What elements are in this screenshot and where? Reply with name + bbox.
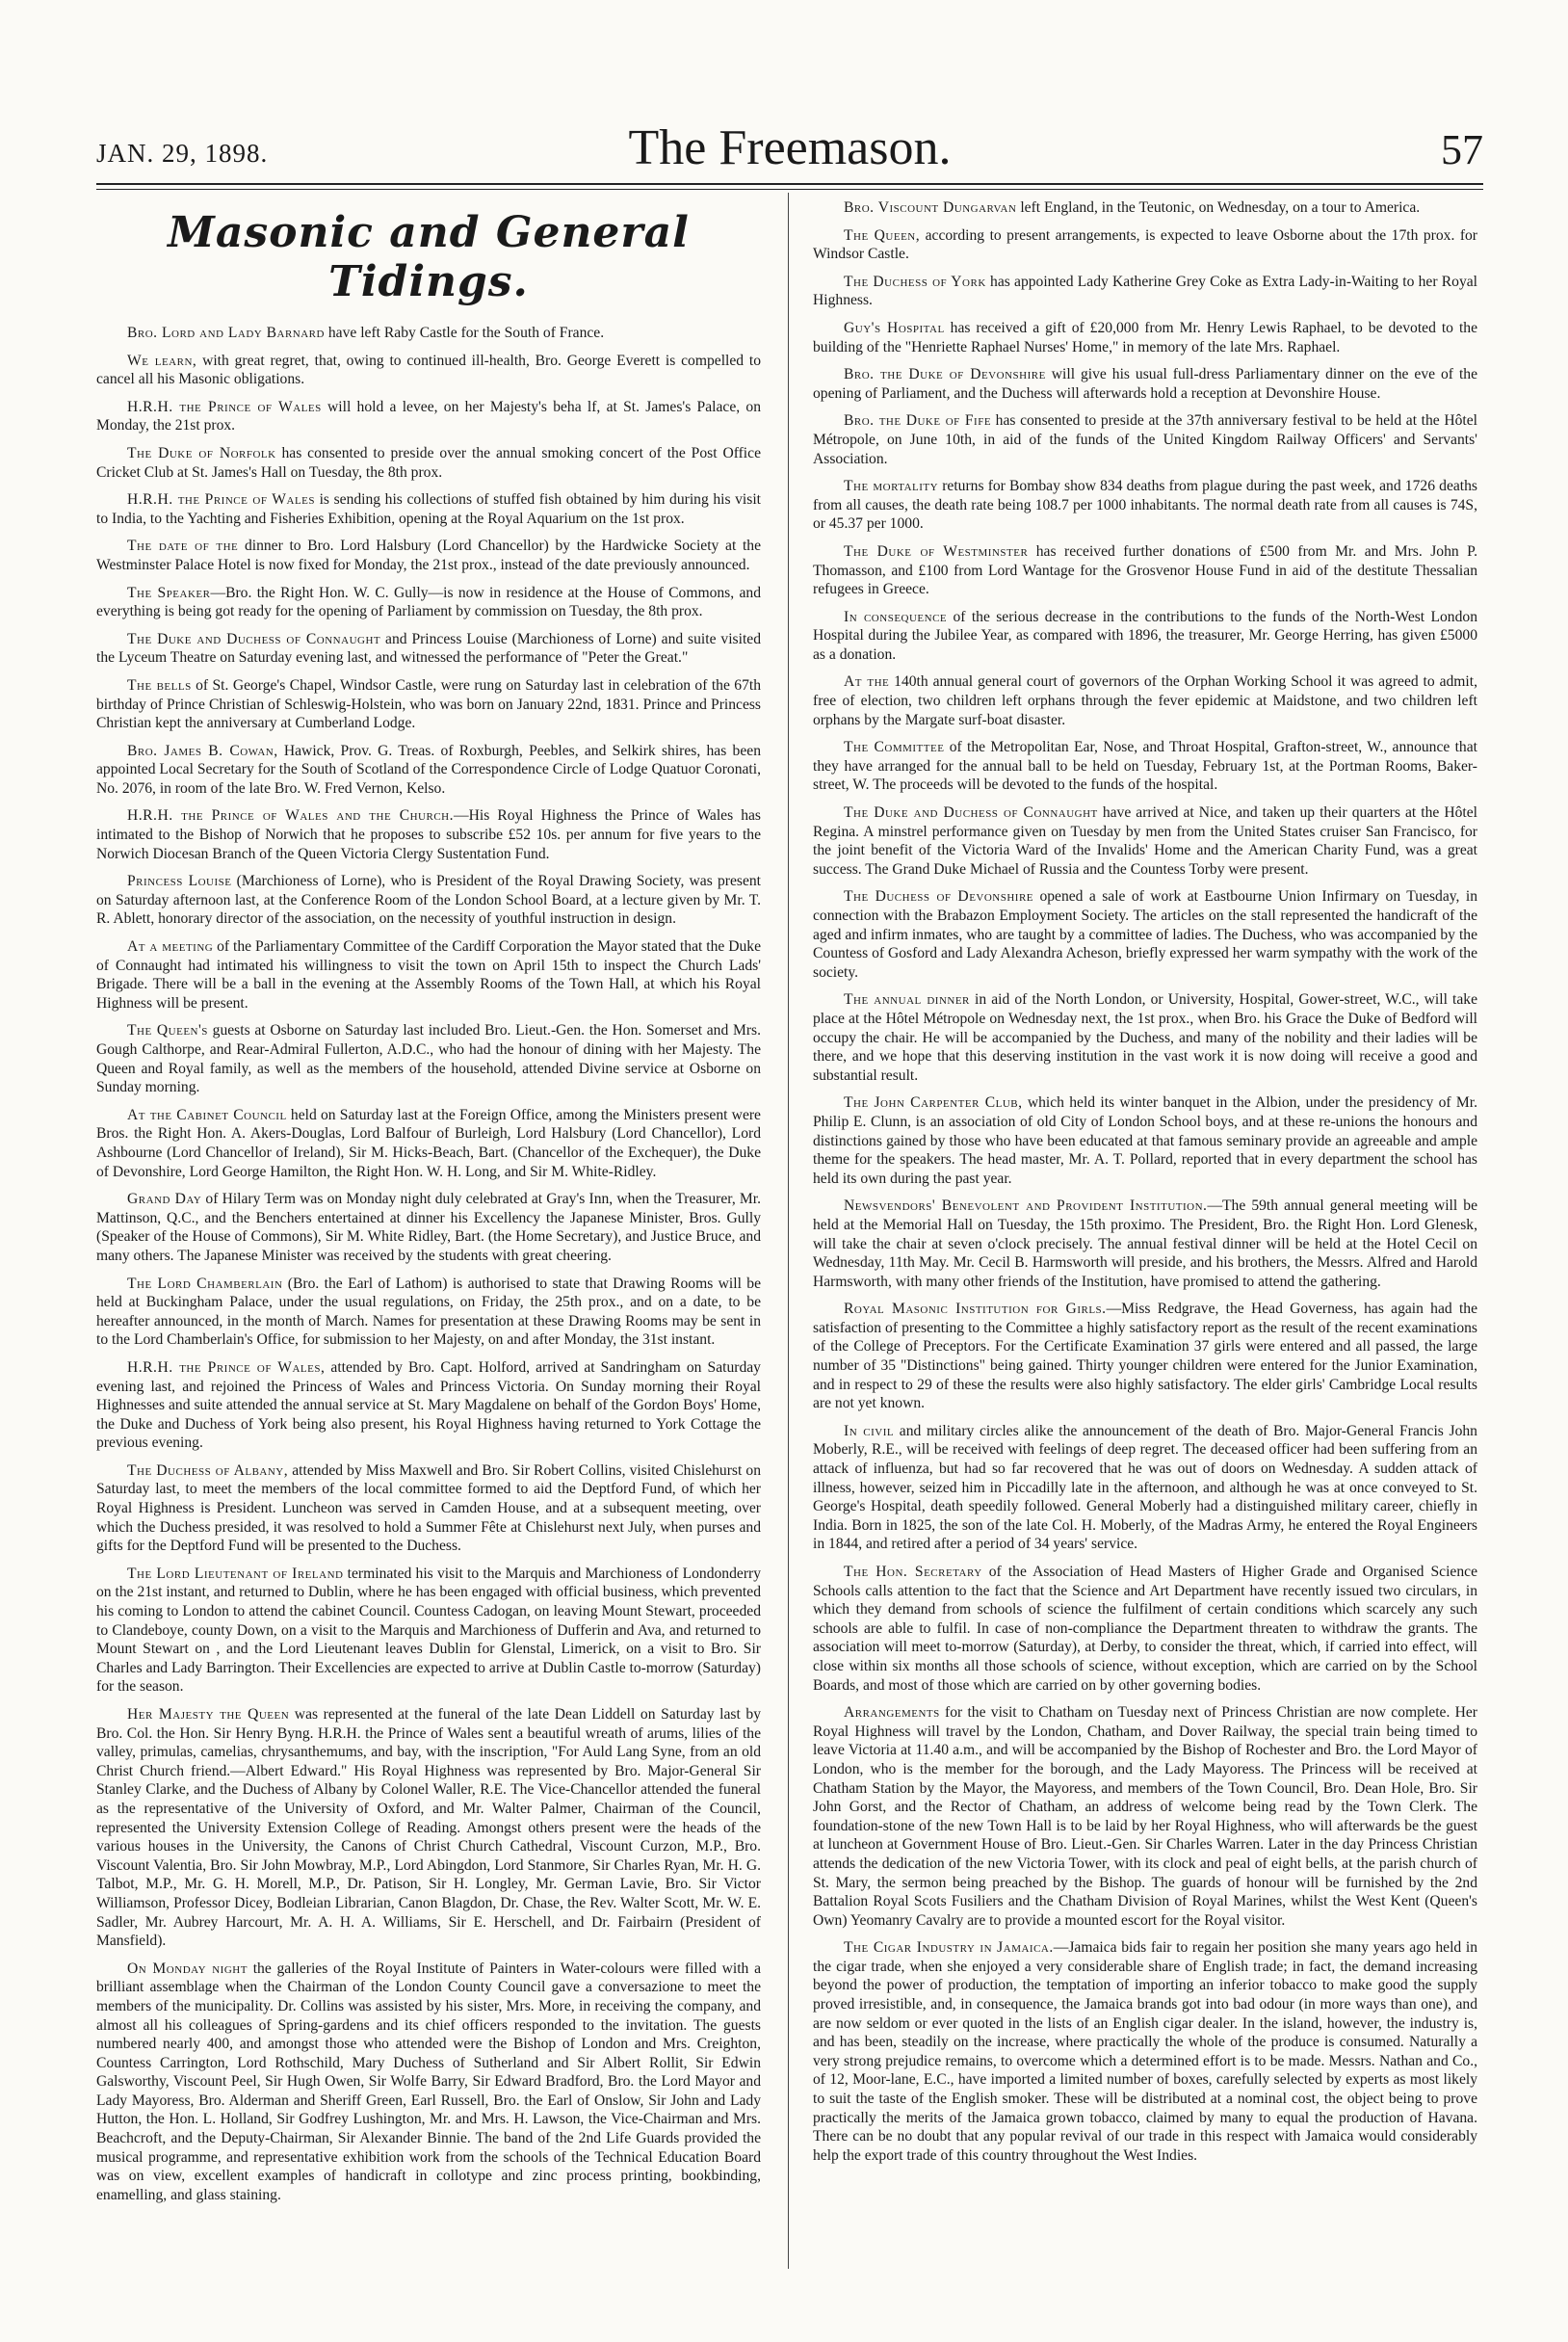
paragraph-text: —His Royal Highness the Prince of Wales has intimated to the Bishop of Norwich that he proposes to subscribe £52 10s. per annum for five years to the Norwich Diocesan Branch of the Queen Victoria Clergy Sustentation Fund. (96, 807, 761, 862)
paragraph-lead: The Duchess of York (844, 273, 986, 290)
paragraph-text: with great regret, that, owing to continued ill-health, Bro. George Everett is compelled to cancel all his Masonic obligations. (96, 352, 761, 388)
news-paragraph (813, 1093, 1477, 1188)
paragraph-lead: Arrangements (844, 1704, 940, 1722)
paragraph-lead: Bro. the Duke of Fife (844, 412, 992, 430)
column-divider (788, 193, 789, 2269)
news-paragraph (813, 608, 1477, 665)
paragraph-lead: The Duke and Duchess of Connaught (127, 630, 381, 647)
paragraph-text: attended by Bro. Capt. Holford, arrived at Sandringham on Saturday evening last, and rejoined the Princess of Wales and Princess Victoria. On Sunday morning their Royal Highnesses and suite attended the annual service at St. Mary Magdalene on behalf of the Gordon Boys' Home, the Duke and Duchess of York being also present, his Royal Highness having returned to York Cottage the previous evening. (96, 1358, 761, 1452)
news-paragraph (96, 1960, 761, 2205)
paragraph-text: (Bro. the Earl of Lathom) is authorised to state that Drawing Rooms will be held at Buckingham Palace, under the usual regulations, on Friday, the 25th prox., and on a date, to be hereafter announced, in the month of March. Names for presentation at these Drawing Rooms may be sent in to the Lord Chamberlain's Office, for submission to her Majesty, on and after Monday, the 31st instant. (96, 1275, 761, 1349)
news-paragraph (96, 352, 761, 389)
news-paragraph (813, 990, 1477, 1085)
newspaper-page (96, 0, 1483, 2342)
paragraph-lead: Guy's Hospital (844, 319, 945, 336)
left-column (96, 198, 761, 2279)
news-paragraph (96, 584, 761, 621)
paragraph-text: will hold a levee, on her Majesty's beha lf, at St. James's Palace, on Monday, the 21st prox. (96, 398, 761, 434)
paragraph-lead: At the Cabinet Council (127, 1106, 287, 1123)
paragraph-lead: The Hon. Secretary (844, 1564, 982, 1580)
paragraph-lead: Newsvendors' Benevolent and Provident Institution. (844, 1197, 1208, 1215)
paragraph-text: (Marchioness of Lorne), who is President of the Royal Drawing Society, was present on Saturday afternoon last, at the Conference Room of the London School Board, at a lecture given by Mr. T. R. Ablett, honorary director of the association, on the necessity of youthful instruction in design. (96, 873, 761, 928)
news-paragraph (96, 537, 761, 574)
news-paragraph (96, 1275, 761, 1350)
section-heading: Masonic and General Tidings. (168, 208, 690, 306)
paragraph-lead: The John Carpenter Club, (844, 1094, 1023, 1112)
paragraph-lead: The Queen, (844, 226, 921, 244)
news-paragraph (96, 490, 761, 528)
paragraph-lead: The annual dinner (844, 991, 970, 1009)
paragraph-text: —Bro. the Right Hon. W. C. Gully—is now in residence at the House of Commons, and everything is being got ready for the opening of Parliament by commission on Tuesday, the 8th prox. (96, 584, 761, 620)
paragraph-lead: Bro. the Duke of Devonshire (844, 366, 1046, 383)
paragraph-lead: The Duke of Norfolk (127, 444, 276, 461)
paragraph-text: the galleries of the Royal Institute of Painters in Water-colours were filled with a brilliant assemblage when the Chairman of the London County Council gave a conversazione to meet the members of the municipality. Dr. Collins was assisted by his sister, Mrs. More, in receiving the company, and almost all his colleagues of Spring-gardens and its chief officers responded to the invitation. The guests numbered nearly 400, and amongst those who attended were the Bishop of London and Mrs. Creighton, Countess Carrington, Lord Rothschild, Mary Duchess of Sutherland and Sir Albert Rollit, Sir Edwin Galsworthy, Viscount Peel, Sir Hugh Owen, Sir Wolfe Barry, Sir Edward Bradford, Bro. the Lord Mayor and Lady Mayoress, Bro. Alderman and Sheriff Green, Earl Russell, Bro. the Earl of Onslow, Sir John and Lady Hutton, the Hon. L. Holland, Sir Godfrey Lushington, Mr. and Mrs. H. Lawson, the Vice-Chairman and Mrs. Beachcroft, and the Deputy-Chairman, Sir Alexander Binnie. The band of the 2nd Life Guards provided the musical programme, and representative exhibition work from the schools of the Technical Education Board was on view, excellent examples of handicraft in collotype and zinc process printing, bookbinding, enamelling, and glass staining. (96, 1960, 761, 2203)
paragraph-text: have arrived at Nice, and taken up their quarters at the Hôtel Regina. A minstrel performance given on Tuesday by men from the United States cruiser San Francisco, for the joint benefit of the Victoria Ward of the Invalids' Home and the American Charity Fund, was a great success. The Grand Duke Michael of Russia and the Countess Torby were present. (813, 804, 1477, 878)
news-paragraph (813, 738, 1477, 795)
issue-date: JAN. 29, 1898. (96, 139, 269, 168)
news-paragraph (96, 444, 761, 482)
masthead-rule (96, 183, 1483, 190)
paragraph-lead: Princess Louise (127, 873, 232, 890)
paragraph-text: and Princess Louise (Marchioness of Lorne) and suite visited the Lyceum Theatre on Saturday evening last, and witnessed the performance of "Peter the Great." (96, 630, 761, 667)
paragraph-text: is sending his collections of stuffed fish obtained by him during his visit to India, to the Yachting and Fisheries Exhibition, opening at the Royal Aquarium on the 1st prox. (96, 491, 761, 527)
paragraph-text: of the Parliamentary Committee of the Cardiff Corporation the Mayor stated that the Duke of Connaught had intimated his willingness to visit the town on April 15th to inspect the Church Lads' Brigade. There will be a ball in the evening at the Assembly Rooms of the Town Hall, at which his Royal Highness will be present. (96, 938, 761, 1012)
news-paragraph (813, 542, 1477, 599)
paragraph-text: guests at Osborne on Saturday last included Bro. Lieut.-Gen. the Hon. Somerset and Mrs. Gough Calthorpe, and Rear-Admiral Fullerton, A.D.C., who had the honour of dining with her Majesty. The Queen and Royal family, as well as the members of the household, attended Divine service at Osborne on Sunday morning. (96, 1022, 761, 1096)
news-paragraph (96, 742, 761, 799)
page-number: 57 (1441, 126, 1483, 173)
paragraph-text: Hawick, Prov. G. Treas. of Roxburgh, Peebles, and Selkirk shires, has been appointed Local Secretary for the South of Scotland of the Correspondence Circle of Lodge Quatuor Coronati, No. 2076, in room of the late Bro. W. Fred Vernon, Kelso. (96, 742, 761, 797)
paragraph-text: —Miss Redgrave, the Head Governess, has again had the satisfaction of presenting to the Committee a highly satisfactory report as the result of the recent examinations of the College of Preceptors. For the Certificate Examination 37 girls were entered and all passed, the large number of 35 "Distinctions" being gained. Thirty younger children were entered for the Junior Examination, and in respect to 29 of these the results were also highly satisfactory. The elder girls' Cambridge Local results are not yet known. (813, 1301, 1477, 1412)
paragraph-lead: The Cigar Industry in Jamaica. (844, 1939, 1054, 1957)
paragraph-lead: On Monday night (127, 1960, 248, 1977)
paragraph-text: according to present arrangements, is expected to leave Osborne about the 17th prox. for Windsor Castle. (813, 226, 1477, 263)
news-paragraph (96, 872, 761, 929)
paragraph-lead: Bro. Viscount Dungarvan (844, 199, 1017, 216)
news-paragraph (813, 887, 1477, 982)
paragraph-text: has consented to preside over the annual smoking concert of the Post Office Cricket Club at St. James's Hall on Tuesday, the 8th prox. (96, 444, 761, 481)
paragraph-lead: The Lord Chamberlain (127, 1275, 283, 1292)
paragraph-lead: We learn, (127, 352, 197, 369)
paragraph-text: left England, in the Teutonic, on Wednesday, on a tour to America. (1016, 199, 1421, 216)
publication-title: The Freemason. (628, 120, 952, 175)
paragraph-text: has received a gift of £20,000 from Mr. Henry Lewis Raphael, to be devoted to the building of the "Henriette Raphael Nurses' Home," in memory of the late Mrs. Raphael. (813, 319, 1477, 355)
news-paragraph (96, 676, 761, 733)
paragraph-text: of the Association of Head Masters of Higher Grade and Organised Science Schools calls attention to the fact that the Science and Art Department have recently issued two circulars, in which they demand from schools of science the fulfilment of certain conditions which scarcely any such schools are able to fulfil. In case of non-compliance the Department threaten to withdraw the grants. The association will meet to-morrow (Saturday), at Derby, to consider the threat, which, if carried into effect, will close within six months all those schools of science, without exception, which are carried on by the School Boards, and most of those which are carried on by other governing bodies. (813, 1564, 1477, 1694)
paragraph-text: of St. George's Chapel, Windsor Castle, were rung on Saturday last in celebration of the 67th birthday of Prince Christian of Schleswig-Holstein, who was born on January 22nd, 1831. Prince and Princess Christian kept the anniversary at Cumberland Lodge. (96, 676, 761, 732)
paragraph-text: has appointed Lady Katherine Grey Coke as Extra Lady-in-Waiting to her Royal Highness. (813, 273, 1477, 309)
news-paragraph (96, 806, 761, 863)
paragraph-lead: H.R.H. the Prince of Wales, (127, 1358, 326, 1376)
news-paragraph (96, 630, 761, 668)
paragraph-lead: The Duke and Duchess of Connaught (844, 804, 1098, 822)
news-paragraph (813, 273, 1477, 310)
paragraph-text: opened a sale of work at Eastbourne Union Infirmary on Tuesday, in connection with the Brabazon Employment Society. The articles on the stall represented the handicraft of the aged and infirm inmates, who are taught by a committee of ladies. The Duchess, who was accompanied by the Countess of Gosford and Lady Alexandra Acheson, briefly expressed her warm sympathy with the work of the society. (813, 888, 1477, 981)
paragraph-lead: H.R.H. the Prince of Wales (127, 398, 322, 415)
paragraph-lead: Bro. James B. Cowan, (127, 742, 278, 759)
paragraph-text: returns for Bombay show 834 deaths from plague during the past week, and 1726 deaths from all causes, the death rate being 108.7 per 1000 inhabitants. The normal death rate from all causes is 74S, or 45.37 per 1000. (813, 478, 1477, 533)
paragraph-lead: At the (844, 673, 890, 691)
news-paragraph (813, 198, 1477, 218)
paragraph-lead: The Duke of Westminster (844, 542, 1029, 560)
news-paragraph (813, 1703, 1477, 1930)
paragraph-text: will give his usual full-dress Parliamentary dinner on the eve of the opening of Parliament, and the Duchess will afterwards hold a reception at Devonshire House. (813, 366, 1477, 402)
paragraph-text: have left Raby Castle for the South of France. (324, 325, 605, 341)
paragraph-text: of the serious decrease in the contributions to the funds of the North-West London Hospital during the Jubilee Year, as compared with 1896, the treasurer, Mr. George Herring, has given £5000 as a donation. (813, 608, 1477, 663)
paragraph-lead: The Duchess of Devonshire (844, 888, 1034, 906)
paragraph-lead: In civil (844, 1422, 895, 1439)
news-paragraph (813, 411, 1477, 468)
paragraph-lead: At a meeting (127, 938, 214, 956)
news-paragraph (96, 937, 761, 1013)
paragraph-lead: H.R.H. the Prince of Wales (127, 491, 316, 509)
paragraph-lead: The Speaker (127, 584, 211, 601)
news-paragraph (813, 1563, 1477, 1695)
paragraph-lead: Her Majesty the Queen (127, 1706, 290, 1723)
paragraph-lead: In consequence (844, 608, 948, 625)
news-paragraph (813, 1300, 1477, 1413)
news-paragraph (96, 324, 761, 343)
paragraph-text: attended by Miss Maxwell and Bro. Sir Robert Collins, visited Chislehurst on Saturday last, to meet the members of the local committee formed to aid the Deptford Fund, of which her Royal Highness is President. Luncheon was served in Camden House, and at a subsequent meeting, over which the Duchess presided, it was resolved to hold a Summer Fête at Chislehurst next July, when purses and gifts for the Deptford Fund will be presented to the Duchess. (96, 1461, 761, 1555)
paragraph-text: for the visit to Chatham on Tuesday next of Princess Christian are now complete. Her Royal Highness will travel by the London, Chatham, and Dover Railway, the special train being timed to leave Victoria at 11.40 a.m., and will be accompanied by the Bishop of Rochester and Bro. the Lord Mayor of London, who is the member for the borough, and the Lady Mayoress. The Princess will be received at Chatham Station by the Mayor, the Mayoress, and members of the Town Council, Bro. Dean Hole, Bro. Sir John Gorst, and the Rector of Chatham, an address of welcome being read by the Town Clerk. The foundation-stone of the new Town Hall is to be laid by her Royal Highness, who will afterwards be the guest at luncheon at Government House of Bro. Lieut.-Gen. Sir Charles Warren. Later in the day Princess Christian attends the dedication of the new Victoria Tower, with its clock and peal of eight bells, at the parish church of St. Mary, the sermon being preached by the Bishop. The guards of honour will be furnished by the 2nd Battalion Royal Scots Fusiliers and the Chatham Division of Royal Marines, whilst the West Kent (Queen's Own) Yeomanry Cavalry are to provide a mounted escort for the Royal visitor. (813, 1704, 1477, 1929)
paragraph-text: of the Metropolitan Ear, Nose, and Throat Hospital, Grafton-street, W., announce that they have arranged for the annual ball to be held on Tuesday, February 1st, at the Portman Rooms, Baker-street, W. The proceeds will be devoted to the funds of the hospital. (813, 739, 1477, 794)
paragraph-text: —The 59th annual general meeting will be held at the Memorial Hall on Tuesday, the 15th proximo. The President, Bro. the Right Hon. Lord Glenesk, will take the chair at seven o'clock precisely. The annual festival dinner will be held at the Hotel Cecil on Wednesday, 11th May. Mr. Cecil B. Harmsworth will preside, and his brothers, the Messrs. Alfred and Harold Harmsworth, with many other friends of the Institution, have promised to attend the gathering. (813, 1197, 1477, 1290)
paragraph-lead: The Duchess of Albany, (127, 1461, 289, 1479)
paragraph-text: has received further donations of £500 from Mr. and Mrs. John P. Thomasson, and £100 from Lord Wantage for the Grosvenor House Fund in aid of the destitute Thessalian refugees in Greece. (813, 542, 1477, 598)
paragraph-text: held on Saturday last at the Foreign Office, among the Ministers present were Bros. the Right Hon. A. Akers-Douglas, Lord Balfour of Burleigh, Lord Halsbury (Lord Chancellor), Lord Ashbourne (Lord Chancellor of Ireland), Sir M. Hicks-Beach, Bart. (Chancellor of the Exchequer), the Duke of Devonshire, Lord George Hamilton, the Right Hon. W. H. Long, and Sir M. White-Ridley. (96, 1106, 761, 1180)
right-column (813, 198, 1477, 2279)
news-paragraph (813, 477, 1477, 534)
paragraph-text: was represented at the funeral of the late Dean Liddell on Saturday last by Bro. Col. the Hon. Sir Henry Byng. H.R.H. the Prince of Wales sent a beautiful wreath of arums, lilies of the valley, primulas, camelias, chrysanthemums, and bay, with the inscription, "For Auld Lang Syne, from an old Christ Church friend.—Albert Edward." His Royal Highness was represented by Bro. Major-General Sir Stanley Clarke, and the Duchess of Albany by Colonel Waller, R.E. The Vice-Chancellor attended the funeral as the representative of the University of Oxford, and Mr. Walter Palmer, Chairman of the Council, represented the University Extension College of Reading. Amongst others present were the heads of the various houses in the University, the Canons of Christ Church Cathedral, Viscount Curzon, M.P., Bro. Viscount Valentia, Bro. Sir John Mowbray, M.P., Lord Abingdon, Lord Stanmore, Sir Charles Ryan, Mr. H. G. Talbot, M.P., Mr. G. H. Morell, M.P., Dr. Patison, Sir H. Longley, Mr. German Lavie, Bro. Sir Victor Williamson, Professor Dicey, Bodleian Librarian, Canon Blagdon, Dr. Chase, the Rev. Walter Scott, Mr. W. E. Sadler, Mr. Aubrey Harcourt, Mr. A. H. A. Williams, Sir E. Herschell, and Dr. Fairbairn (President of Mansfield). (96, 1706, 761, 1950)
paragraph-text: 140th annual general court of governors of the Orphan Working School it was agreed to admit, free of election, two children left orphans through the fever epidemic at Maidstone, and two children left orphans by the Margate surf-boat disaster. (813, 673, 1477, 728)
paragraph-lead: The mortality (844, 478, 939, 495)
paragraph-text: which held its winter banquet in the Albion, under the presidency of Mr. Philip E. Clunn, is an association of old City of London School boys, and at these re-unions the honours and distinctions gained by those who have been educated at that famous seminary provide an agreeable and ample theme for the speakers. The head master, Mr. A. T. Pollard, reported that in every department the school has held its own during the past year. (813, 1094, 1477, 1187)
paragraph-lead: The Committee (844, 739, 945, 756)
paragraph-lead: Grand Day (127, 1191, 202, 1208)
paragraph-text: terminated his visit to the Marquis and Marchioness of Londonderry on the 21st instant, and returned to Dublin, where he has been engaged with official business, which prevented his coming to London to attend the cabinet Council. Countess Cadogan, on leaving Mount Stewart, proceeded to Clandeboye, county Down, on a visit to the Marquis and Marchioness of Dufferin and Ava, and returned to Mount Stewart on , and the Lord Lieutenant leaves Dublin for Glenstal, Limerick, on a visit to Bro. Sir Charles and Lady Barrington. Their Excellencies are expected to arrive at Dublin Castle to-morrow (Saturday) for the season. (96, 1565, 761, 1696)
news-paragraph (96, 1021, 761, 1096)
news-paragraph (96, 1565, 761, 1697)
paragraph-text: —Jamaica bids fair to regain her position she many years ago held in the cigar trade, when she enjoyed a very considerable share of English trade; in fact, the demand increasing beyond the power of production, the temptation of importing an inferior tobacco to make good the supply proved irresistible, and, in consequence, the Jamaica brands got into bad odour (in more ways than one), and are now seldom or ever quoted in the lists of an English cigar dealer. In the island, however, the industry is, and has been, steadily on the increase, where practically the whole of the produce is consumed. Naturally a very strong prejudice remains, to overcome which a determined effort is to be made. Messrs. Nathan and Co., of 12, Moor-lane, E.C., have imported a limited number of boxes, carefully selected by experts as most likely to suit the taste of the English smoker. These will be distributed at a nominal cost, the object being to prove practically the merits of the Jamaica grown tobacco, claimed by many to equal the production of Havana. There can be no doubt that any popular revival of our trade in this respect with Jamaica would considerably help the export trade of this country throughout the West Indies. (813, 1939, 1477, 2164)
news-paragraph (96, 1705, 761, 1951)
news-paragraph (96, 1358, 761, 1453)
news-paragraph (96, 1106, 761, 1181)
news-paragraph (813, 365, 1477, 403)
news-paragraph (813, 1938, 1477, 2165)
paragraph-text: in aid of the North London, or University, Hospital, Gower-street, W.C., will take place at the Hôtel Métropole on Wednesday next, the 1st prox., when Bro. his Grace the Duke of Bedford will occupy the chair. He will be accompanied by the Duchess, and many of the nobility and their ladies will be there, and we hope that this deserving institution in the vast work it is now doing will receive a good and substantial result. (813, 991, 1477, 1084)
news-paragraph (813, 672, 1477, 729)
paragraph-lead: The date of the (127, 538, 239, 555)
news-paragraph (96, 1461, 761, 1556)
news-paragraph (813, 803, 1477, 879)
news-paragraph (813, 1197, 1477, 1291)
paragraph-lead: Royal Masonic Institution for Girls. (844, 1301, 1107, 1318)
news-paragraph (96, 398, 761, 435)
news-paragraph (813, 319, 1477, 356)
paragraph-lead: Bro. Lord and Lady Barnard (127, 325, 325, 341)
paragraph-lead: H.R.H. the Prince of Wales and the Church. (127, 807, 455, 825)
paragraph-text: dinner to Bro. Lord Halsbury (Lord Chancellor) by the Hardwicke Society at the Westminster Palace Hotel is now fixed for Monday, the 21st prox., instead of the date previously announced. (96, 538, 761, 573)
masthead (96, 119, 1483, 181)
paragraph-text: and military circles alike the announcement of the death of Bro. Major-General Francis John Moberly, R.E., will be received with feelings of deep regret. The deceased officer had been suffering from an attack of influenza, but had so far recovered that he was out of doors on Wednesday. A sudden attack of illness, however, seized him in Piccadilly late in the afternoon, and although he was at once conveyed to St. George's Hospital, death speedily followed. General Moberly had a distinguished military career, chiefly in India. Born in 1825, the son of the late Col. H. Moberly, of the Madras Army, he entered the Royal Engineers in 1844, and retired after a period of 34 years' service. (813, 1422, 1477, 1553)
paragraph-lead: The Queen's (127, 1022, 208, 1039)
paragraph-lead: The bells (127, 676, 192, 694)
news-paragraph (813, 226, 1477, 264)
news-paragraph (813, 1422, 1477, 1554)
paragraph-text: has consented to preside at the 37th anniversary festival to be held at the Hôtel Métropole, on June 10th, in aid of the funds of the United Kingdom Railway Officers' and Servants' Association. (813, 412, 1477, 467)
paragraph-lead: The Lord Lieutenant of Ireland (127, 1565, 344, 1582)
paragraph-text: of Hilary Term was on Monday night duly celebrated at Gray's Inn, when the Treasurer, Mr. Mattinson, Q.C., and the Benchers entertained at dinner his Excellency the Japanese Minister, Bros. Gully (Speaker of the House of Commons), Sir M. White Ridley, Bart. (the Home Secretary), and Justice Bruce, and many others. The Japanese Minister was received by the students with great cheering. (96, 1191, 761, 1264)
news-paragraph (96, 1190, 761, 1265)
